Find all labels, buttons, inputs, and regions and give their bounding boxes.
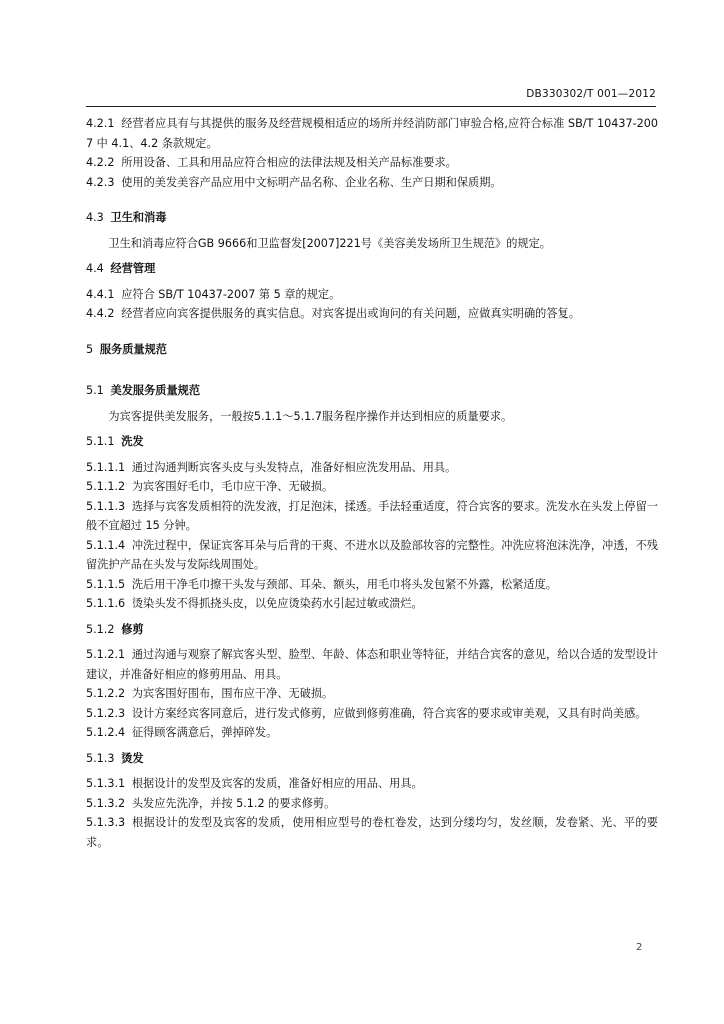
clause-4-4-1: 4.4.1 应符合 SB/T 10437-2007 第 5 章的规定。 — [86, 287, 341, 301]
section-heading-5-1-3: 5.1.3 烫发 — [86, 751, 144, 765]
chapter-heading-5: 5 服务质量规范 — [86, 342, 167, 356]
clause-5-1-3-1: 5.1.3.1 根据设计的发型及宾客的发质，准备好相应的用品、用具。 — [86, 777, 423, 790]
document-body — [86, 114, 658, 852]
section-heading-5-1-2: 5.1.2 修剪 — [86, 622, 144, 636]
paragraph-hair-service: 为宾客提供美发服务，一般按5.1.1～5.1.7服务程序操作并达到相应的质量要求。 — [108, 409, 513, 423]
clause-5-1-1-1: 5.1.1.1 通过沟通判断宾客头皮与头发特点，准备好相应洗发用品、用具。 — [86, 460, 457, 474]
clause-5-1-1-2: 5.1.1.2 为宾客围好毛巾，毛巾应干净、无破损。 — [86, 480, 334, 493]
clause-4-2-1: 4.2.1 经营者应具有与其提供的服务及经营规模相适应的场所并经消防部门审验合格,应符合标准 SB/T 10437-2007 中 4.1、4.2 条款规定。 — [86, 117, 658, 150]
clause-4-4-2: 4.4.2 经营者应向宾客提供服务的真实信息。对宾客提出或询问的有关问题，应做真实明确的答复。 — [86, 307, 580, 320]
clause-5-1-3-2: 5.1.3.2 头发应先洗净，并按 5.1.2 的要求修剪。 — [86, 796, 336, 810]
clause-5-1-2-2: 5.1.2.2 为宾客围好围布，围布应干净、无破损。 — [86, 687, 334, 700]
section-heading-5-1-1: 5.1.1 洗发 — [86, 435, 144, 448]
clause-5-1-1-5: 5.1.1.5 洗后用干净毛巾擦干头发与颈部、耳朵、额头，用毛巾将头发包紧不外露，松紧适度。 — [86, 577, 557, 591]
paragraph-hygiene: 卫生和消毒应符合GB 9666和卫监督发[2007]221号《美容美发场所卫生规范》的规定。 — [108, 236, 551, 250]
page-number: 2 — [636, 942, 643, 953]
clause-5-1-1-6: 5.1.1.6 烫染头发不得抓挠头皮，以免应烫染药水引起过敏或溃烂。 — [86, 597, 423, 610]
clause-4-2-2: 4.2.2 所用设备、工具和用品应符合相应的法律法规及相关产品标准要求。 — [86, 156, 457, 169]
section-heading-4-4: 4.4 经营管理 — [86, 262, 156, 275]
standard-code: DB330302/T 001—2012 — [526, 88, 656, 100]
clause-5-1-1-4: 5.1.1.4 冲洗过程中，保证宾客耳朵与后背的干爽、不进水以及脸部妆容的完整性。冲洗应将泡沫洗净，冲透，不残留洗护产品在头发与发际线周围处。 — [86, 538, 658, 571]
header-rule — [86, 106, 656, 107]
section-heading-5-1: 5.1 美发服务质量规范 — [86, 384, 201, 397]
section-heading-4-3: 4.3 卫生和消毒 — [86, 211, 167, 224]
clause-5-1-2-3: 5.1.2.3 设计方案经宾客同意后，进行发式修剪，应做到修剪准确，符合宾客的要求或审美观，又具有时尚美感。 — [86, 706, 647, 720]
clause-4-2-3: 4.2.3 使用的美发美容产品应用中文标明产品名称、企业名称、生产日期和保质期。 — [86, 175, 502, 189]
clause-5-1-2-4: 5.1.2.4 征得顾客满意后，弹掉碎发。 — [86, 726, 278, 739]
clause-5-1-3-3: 5.1.3.3 根据设计的发型及宾客的发质，使用相应型号的卷杠卷发，达到分缕均匀，发丝顺，发卷紧、光、平的要求。 — [86, 816, 658, 849]
clause-5-1-2-1: 5.1.2.1 通过沟通与观察了解宾客头型、脸型、年龄、体态和职业等特征，并结合宾客的意见，给以合适的发型设计建议，并准备好相应的修剪用品、用具。 — [86, 648, 658, 681]
clause-5-1-1-3: 5.1.1.3 选择与宾客发质相符的洗发液，打足泡沫，揉透。手法轻重适度，符合宾客的要求。洗发水在头发上停留一般不宜超过 15 分钟。 — [86, 499, 658, 532]
